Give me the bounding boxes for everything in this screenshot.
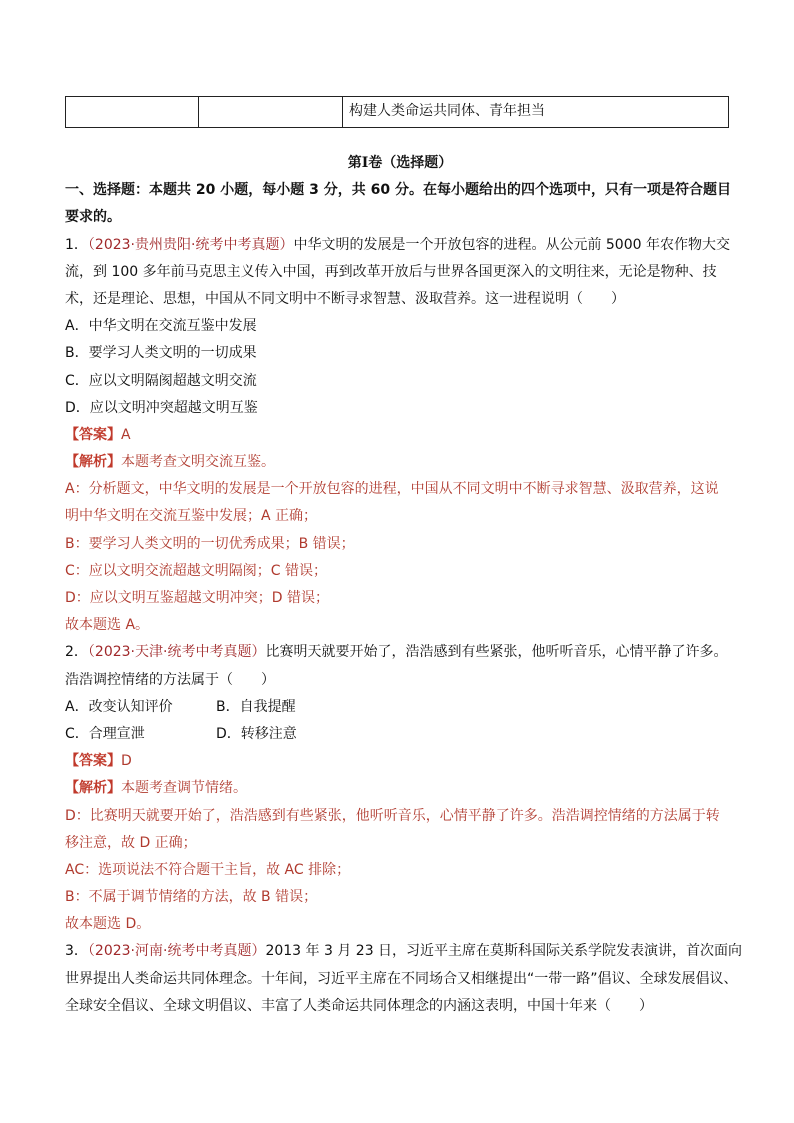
question-number: 2．	[65, 644, 88, 661]
instructions-line: 一、选择题：本题共 20 小题，每小题 3 分，共 60 分。在每小题给出的四个选项中，只有一项是符合题目	[65, 182, 731, 199]
answer-tag: 【答案】	[65, 753, 121, 770]
explanation-line: A：分析题文，中华文明的发展是一个开放包容的进程，中国从不同文明中不断寻求智慧、汲取营养，这说	[65, 481, 719, 498]
conclusion-line: 故本题选 D。	[65, 916, 151, 933]
exam-content	[65, 150, 743, 1020]
explanation-line: D：比赛明天就要开始了，浩浩感到有些紧张，他听听音乐，心情平静了许多。浩浩调控情绪的方法属于转	[65, 807, 720, 824]
option-d: D．应以文明冲突超越文明互鉴	[65, 399, 258, 416]
stem-text: 流，到 100 多年前马克思主义传入中国，再到改革开放后与世界各国更深入的文明往来，无论是物种、技	[65, 263, 717, 280]
option-a: A．中华文明在交流互鉴中发展	[65, 318, 257, 335]
table-cell-empty	[66, 97, 199, 127]
option-d: D．转移注意	[216, 725, 297, 742]
answer-line	[65, 748, 735, 775]
option-b: B．自我提醒	[216, 698, 296, 715]
header-table-row	[65, 96, 729, 128]
stem-text: 浩浩调控情绪的方法属于（ ）	[65, 671, 275, 688]
option-row	[65, 694, 735, 721]
analysis-text: 本题考查调节情绪。	[121, 780, 247, 797]
explanation-line: B：不属于调节情绪的方法，故 B 错误；	[65, 889, 318, 906]
stem-text: 全球安全倡议、全球文明倡议、丰富了人类命运共同体理念的内涵这表明，中国十年来（ ）	[65, 997, 653, 1014]
analysis-tag: 【解析】	[65, 454, 121, 471]
explanation-line: C：应以文明交流超越文明隔阂；C 错误；	[65, 562, 327, 579]
option-b: B．要学习人类文明的一切成果	[65, 345, 257, 362]
question-number: 3．	[65, 943, 88, 960]
analysis-text: 本题考查文明交流互鉴。	[121, 454, 275, 471]
option-c: C．应以文明隔阂超越文明交流	[65, 372, 257, 389]
question-2-stem	[65, 639, 735, 666]
explanation-line: B：要学习人类文明的一切优秀成果；B 错误；	[65, 535, 355, 552]
stem-text: 比赛明天就要开始了，浩浩感到有些紧张，他听听音乐，心情平静了许多。	[265, 644, 728, 661]
question-source: （2023·天津·统考中考真题）	[87, 644, 266, 661]
question-1-stem	[65, 232, 735, 259]
stem-text: 2013 年 3 月 23 日，习近平主席在莫斯科国际关系学院发表演讲，首次面向	[265, 943, 743, 960]
question-source: （2023·贵州贵阳·统考中考真题）	[87, 236, 294, 253]
instructions-line: 要求的。	[65, 209, 121, 226]
table-cell-empty	[199, 97, 343, 127]
question-number: 1．	[65, 236, 88, 253]
option-a: A．改变认知评价	[65, 698, 173, 715]
explanation-line: 明中华文明在交流互鉴中发展；A 正确；	[65, 508, 318, 525]
stem-text: 中华文明的发展是一个开放包容的进程。从公元前 5000 年农作物大交	[293, 236, 730, 253]
stem-text: 术，还是理论、思想，中国从不同文明中不断寻求智慧、汲取营养。这一进程说明（ ）	[65, 290, 625, 307]
explanation-line: AC：选项说法不符合题干主旨，故 AC 排除；	[65, 861, 351, 878]
option-c: C．合理宣泄	[65, 725, 145, 742]
table-cell-theme: 构建人类命运共同体、青年担当	[349, 103, 545, 119]
answer-value: A	[121, 426, 131, 443]
analysis-line	[65, 775, 735, 802]
option-row	[65, 721, 735, 748]
explanation-line: 移注意，故 D 正确；	[65, 834, 197, 851]
question-3-stem	[65, 938, 743, 965]
answer-line	[65, 422, 735, 449]
analysis-tag: 【解析】	[65, 780, 121, 797]
analysis-line	[65, 449, 735, 476]
answer-tag: 【答案】	[65, 426, 121, 443]
conclusion-line: 故本题选 A。	[65, 617, 150, 634]
stem-text: 世界提出人类命运共同体理念。十年间，习近平主席在不同场合又相继提出“一带一路”倡议、全球发展倡议、	[65, 970, 738, 987]
section-title: 第Ⅰ卷（选择题）	[347, 155, 453, 171]
question-source: （2023·河南·统考中考真题）	[87, 943, 266, 960]
answer-value: D	[121, 753, 132, 770]
explanation-line: D：应以文明互鉴超越文明冲突；D 错误；	[65, 590, 330, 606]
